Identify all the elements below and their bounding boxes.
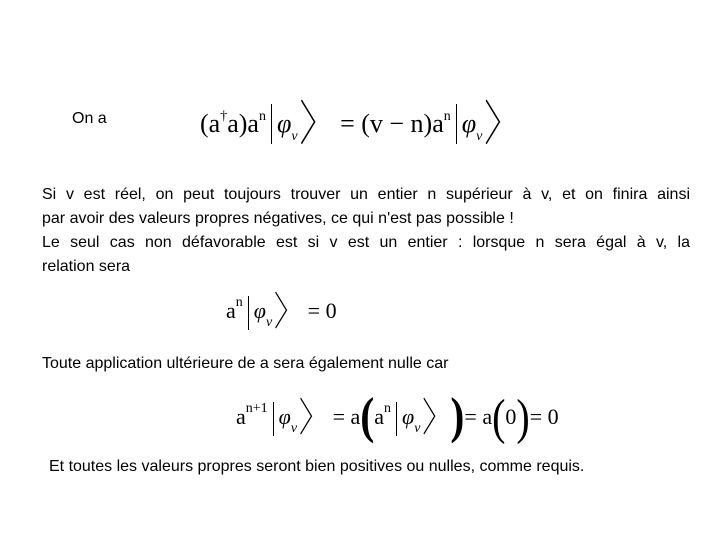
- eq1-dagger: †: [220, 109, 228, 124]
- intro-text: On a: [72, 110, 107, 127]
- eq3-rangle: 〉: [299, 397, 328, 441]
- eq3-open-paren: (: [360, 389, 375, 445]
- eq1-rhs-phi: φ: [461, 109, 477, 138]
- eq1-lhs-open: (a: [200, 109, 221, 138]
- paragraph-2-line-2: relation sera: [42, 258, 131, 275]
- eq2-sub-v: v: [265, 315, 273, 330]
- eq3-inner-exp-n: n: [384, 401, 392, 416]
- eq2-ket-bar: [248, 296, 249, 330]
- equation-3: [236, 388, 559, 445]
- eq3-open-paren-2: (: [492, 388, 506, 445]
- eq1-rhs-rangle: 〉: [484, 99, 519, 152]
- eq1-rhs: = (v − n)a: [340, 109, 444, 138]
- paragraph-3: Toute application ultérieure de a sera également nulle car: [42, 355, 449, 372]
- eq3-close-paren-2: ): [516, 388, 530, 445]
- eq1-rhs-sub-v: v: [476, 129, 483, 144]
- eq1-exp-n: n: [258, 109, 266, 124]
- eq1-ket-bar: [271, 104, 272, 144]
- eq1-rhs-ket-bar: [456, 104, 457, 144]
- eq3-ket-bar: [273, 402, 274, 436]
- eq2-phi: φ: [253, 298, 266, 323]
- eq1-phi: φ: [276, 109, 292, 138]
- eq2-rangle: 〉: [274, 291, 303, 335]
- eq3-inner-rangle: 〉: [422, 397, 451, 441]
- eq3-eq-0: = 0: [529, 404, 559, 429]
- eq3-exp-n1: n+1: [245, 401, 268, 416]
- eq3-inner-ket-bar: [396, 402, 397, 436]
- eq3-eq-a2: = a: [464, 404, 493, 429]
- equation-1: [200, 99, 519, 152]
- eq2-a: a: [226, 298, 236, 323]
- paragraph-4: Et toutes les valeurs propres seront bien positives ou nulles, comme requis.: [49, 458, 585, 475]
- eq1-rangle: 〉: [299, 99, 334, 152]
- equation-2: [226, 291, 337, 335]
- paragraph-1-line-2: par avoir des valeurs propres négatives, ce qui n'est pas possible !: [42, 210, 514, 227]
- eq2-rhs: = 0: [307, 298, 337, 323]
- eq1-lhs-mid: a)a: [227, 109, 259, 138]
- eq3-a: a: [236, 404, 246, 429]
- eq3-inner-phi: φ: [402, 404, 415, 429]
- eq3-close-paren: ): [450, 389, 465, 445]
- eq3-inner-sub-v: v: [414, 421, 421, 436]
- eq3-phi: φ: [278, 404, 291, 429]
- eq3-eq-a: = a: [332, 404, 361, 429]
- eq3-zero: 0: [505, 404, 517, 429]
- eq2-exp-n: n: [235, 295, 243, 310]
- eq3-inner-a: a: [374, 404, 385, 429]
- paragraph-1-line-1: Si v est réel, on peut toujours trouver un entier n supérieur à v, et on finira ainsi: [42, 186, 690, 203]
- paragraph-2-line-1: Le seul cas non défavorable est si v est un entier : lorsque n sera égal à v, la: [42, 234, 690, 251]
- eq1-sub-v: v: [291, 129, 298, 144]
- eq3-sub-v: v: [290, 421, 298, 436]
- eq1-rhs-exp-n: n: [443, 109, 451, 124]
